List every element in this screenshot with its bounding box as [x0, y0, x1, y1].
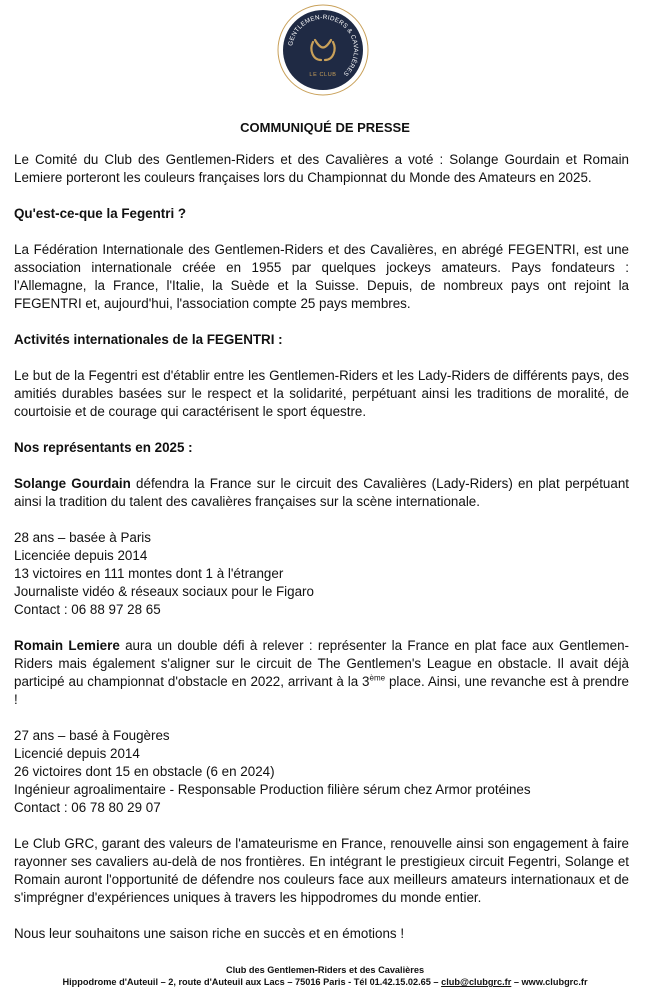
rider2-facts	[14, 727, 629, 817]
rider1-name: Solange Gourdain	[14, 476, 131, 491]
rider1-facts	[14, 529, 629, 619]
rider1-fact: 13 victoires en 111 montes dont 1 à l'étranger	[14, 566, 284, 581]
closing-paragraph: Le Club GRC, garant des valeurs de l'amateurisme en France, renouvelle ainsi son engagement à faire rayonner ses cavaliers au-delà de nos frontières. En intégrant le prestigieux circuit Fegentri, Solange et Romain auront l'opportunité de défendre nos couleurs face aux meilleurs amateurs internationaux et de s'imprégner d'expériences uniques à travers les hippodromes du monde entier.	[14, 836, 629, 905]
activities-paragraph: Le but de la Fegentri est d'établir entre les Gentlemen-Riders et les Lady-Riders de différents pays, des amitiés durables basées sur le respect et la solidarité, perpétuant ainsi les traditions de moralité, de courtoisie et de courage qui caractérisent le sport équestre.	[14, 368, 629, 419]
wish-paragraph: Nous leur souhaitons une saison riche en succès et en émotions !	[14, 926, 405, 941]
logo-ring-text: GENTLEMEN-RIDERS & CAVALIÈRES	[287, 13, 360, 78]
footer-email-link[interactable]: club@clubgrc.fr	[441, 977, 512, 987]
page-footer	[0, 964, 650, 988]
rider1-fact: Licenciée depuis 2014	[14, 548, 148, 563]
page-title: COMMUNIQUÉ DE PRESSE	[240, 120, 410, 135]
rider2-description-end: place. Ainsi, une revanche est à prendre !	[14, 674, 629, 707]
footer-website[interactable]: – www.clubgrc.fr	[511, 977, 588, 987]
representatives-heading: Nos représentants en 2025 :	[14, 440, 193, 455]
fegentri-heading: Qu'est-ce-que la Fegentri ?	[14, 206, 187, 221]
activities-heading: Activités internationales de la FEGENTRI :	[14, 332, 283, 347]
logo-bottom-text: LE CLUB	[309, 72, 337, 78]
rider2-fact: Licencié depuis 2014	[14, 746, 140, 761]
footer-address-line	[0, 976, 650, 988]
press-release-body	[14, 151, 629, 943]
rider1-contact: Contact : 06 88 97 28 65	[14, 602, 161, 617]
fegentri-paragraph: La Fédération Internationale des Gentlemen-Riders et des Cavalières, en abrégé FEGENTRI, est une association internationale créée en 1955 par quelques jockeys amateurs. Pays fondateurs : l'Allemagne, la France, l'Italie, la Suède et la Suisse. Depuis, de nombreux pays ont rejoint la FEGENTRI et, aujourd'hui, l'association compte 25 pays membres.	[14, 242, 629, 311]
ordinal-superscript: ème	[369, 673, 386, 683]
rider2-contact: Contact : 06 78 80 29 07	[14, 800, 161, 815]
rider2-name: Romain Lemiere	[14, 638, 120, 653]
rider2-fact: 27 ans – basé à Fougères	[14, 728, 170, 743]
logo-emblem-icon	[277, 4, 369, 96]
rider2-fact: 26 victoires dont 15 en obstacle (6 en 2024)	[14, 764, 275, 779]
rider2-description: aura un double défi à relever : représenter la France en plat face aux Gentlemen-Riders mais également s'aligner sur le circuit de The Gentlemen's League en obstacle. Il avait déjà participé au championnat d'obstacle en 2022, arrivant à la 3	[14, 638, 629, 689]
rider1-description: défendra la France sur le circuit des Cavalières (Lady-Riders) en plat perpétuant ainsi la tradition du talent des cavalières françaises sur la scène internationale.	[14, 476, 629, 509]
rider2-paragraph	[14, 637, 629, 709]
rider1-fact: 28 ans – basée à Paris	[14, 530, 151, 545]
footer-club-name: Club des Gentlemen-Riders et des Cavalières	[225, 965, 425, 975]
footer-address: Hippodrome d'Auteuil – 2, route d'Auteuil aux Lacs – 75016 Paris - Tél 01.42.15.02.65 –	[62, 977, 442, 987]
rider1-fact: Journaliste vidéo & réseaux sociaux pour le Figaro	[14, 584, 314, 599]
intro-paragraph: Le Comité du Club des Gentlemen-Riders et des Cavalières a voté : Solange Gourdain et Romain Lemiere porteront les couleurs françaises lors du Championnat du Monde des Amateurs en 2025.	[14, 152, 629, 185]
rider1-paragraph	[14, 475, 629, 511]
rider2-fact: Ingénieur agroalimentaire - Responsable Production filière sérum chez Armor protéines	[14, 782, 531, 797]
club-logo	[277, 4, 369, 96]
